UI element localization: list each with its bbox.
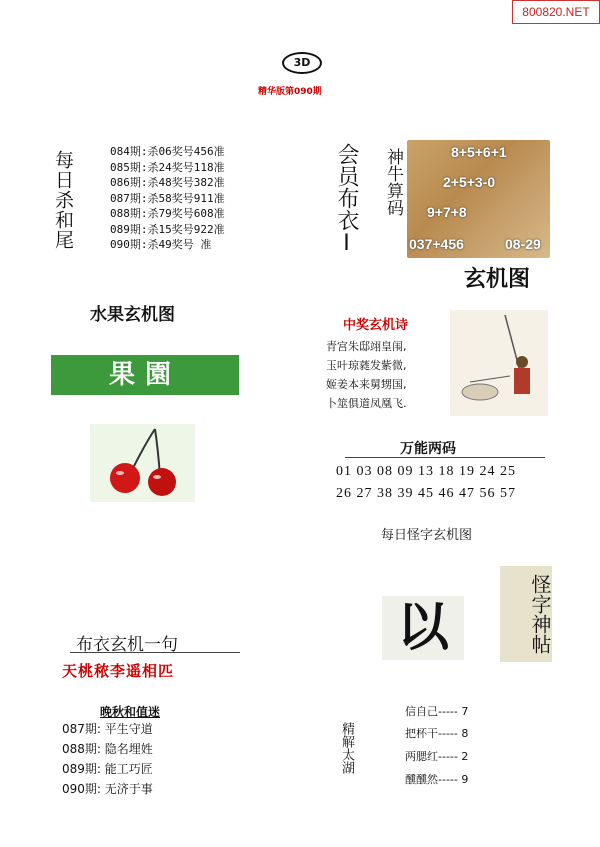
wanqiu-row: 088期: 隐名埋姓 [62,742,153,756]
poem-line: 青宫朱邸翊皇闱, [326,340,407,353]
bull-number: 2+5+3-0 [443,174,496,190]
liangma-divider [345,457,545,458]
fruit-banner: 果園 [51,355,239,395]
poem-line: 卜筮俱道凤凰飞. [326,397,407,410]
issue-number: 090期 [294,87,322,97]
guaizi-tag: 怪字神帖 [500,566,552,662]
jingjie-row: 两腮红----- 2 [405,750,469,763]
issue-prefix: 精华版第 [258,87,295,97]
liangma-title: 万能两码 [400,441,456,457]
fruit-title: 水果玄机图 [90,305,175,325]
kill-row: 086期:杀48奖号382准 [110,176,225,189]
bull-title: 神牛算码 [383,148,403,216]
buyi-title: 布衣玄机一句 [76,635,178,655]
daily-kill-title: 每日杀和尾 [52,150,74,250]
jingjie-row: 信自己----- 7 [405,705,469,718]
kill-row: 088期:杀79奖号608准 [110,207,225,220]
guaizi-title: 每日怪字玄机图 [381,528,473,543]
poem-line: 玉叶琼蕤发紫微, [326,359,407,372]
buyi-divider [70,652,240,653]
kill-row: 084期:杀06奖号456准 [110,145,225,158]
kill-row: 090期:杀49奖号 准 [110,238,212,251]
bull-number: 08-29 [505,236,541,252]
member-title: 会员布衣Ⅰ [334,143,359,256]
buyi-phrase: 天桃秾李遥相匹 [62,662,175,680]
kill-row: 087期:杀58奖号911准 [110,191,225,205]
ploughing-painting [450,310,548,416]
guaizi-character: 以 [382,596,464,660]
kill-row: 085期:杀24奖号118准 [110,160,225,174]
jingjie-title: 精解太湖 [339,722,354,774]
bull-number: 8+5+6+1 [451,144,507,160]
liangma-row: 01 03 08 09 13 18 19 24 25 [336,464,516,479]
xuanji-label: 玄机图 [464,267,531,292]
poem-line: 姬姜本来舅甥国, [326,378,407,391]
liangma-row: 26 27 38 39 45 46 47 56 57 [336,486,516,501]
bull-number: 037+456 [409,236,464,252]
bull-number: 9+7+8 [427,204,467,220]
3d-logo: 3D [282,52,322,74]
bull-painting [407,140,550,258]
cherry-icon [90,424,195,502]
jingjie-row: 醺醺然----- 9 [405,773,469,786]
jingjie-row: 把杯干----- 8 [405,727,469,740]
poem-title: 中奖玄机诗 [343,318,409,333]
daily-kill-list [110,144,225,253]
wanqiu-row: 090期: 无济于事 [62,782,153,796]
kill-row: 089期:杀15奖号922准 [110,222,225,236]
site-watermark: 800820.NET [512,0,600,24]
issue-label [258,84,322,97]
wanqiu-row: 089期: 能工巧匠 [62,762,153,776]
wanqiu-row: 087期: 平生守道 [62,722,153,736]
wanqiu-title: 晚秋和值迷 [100,705,161,719]
